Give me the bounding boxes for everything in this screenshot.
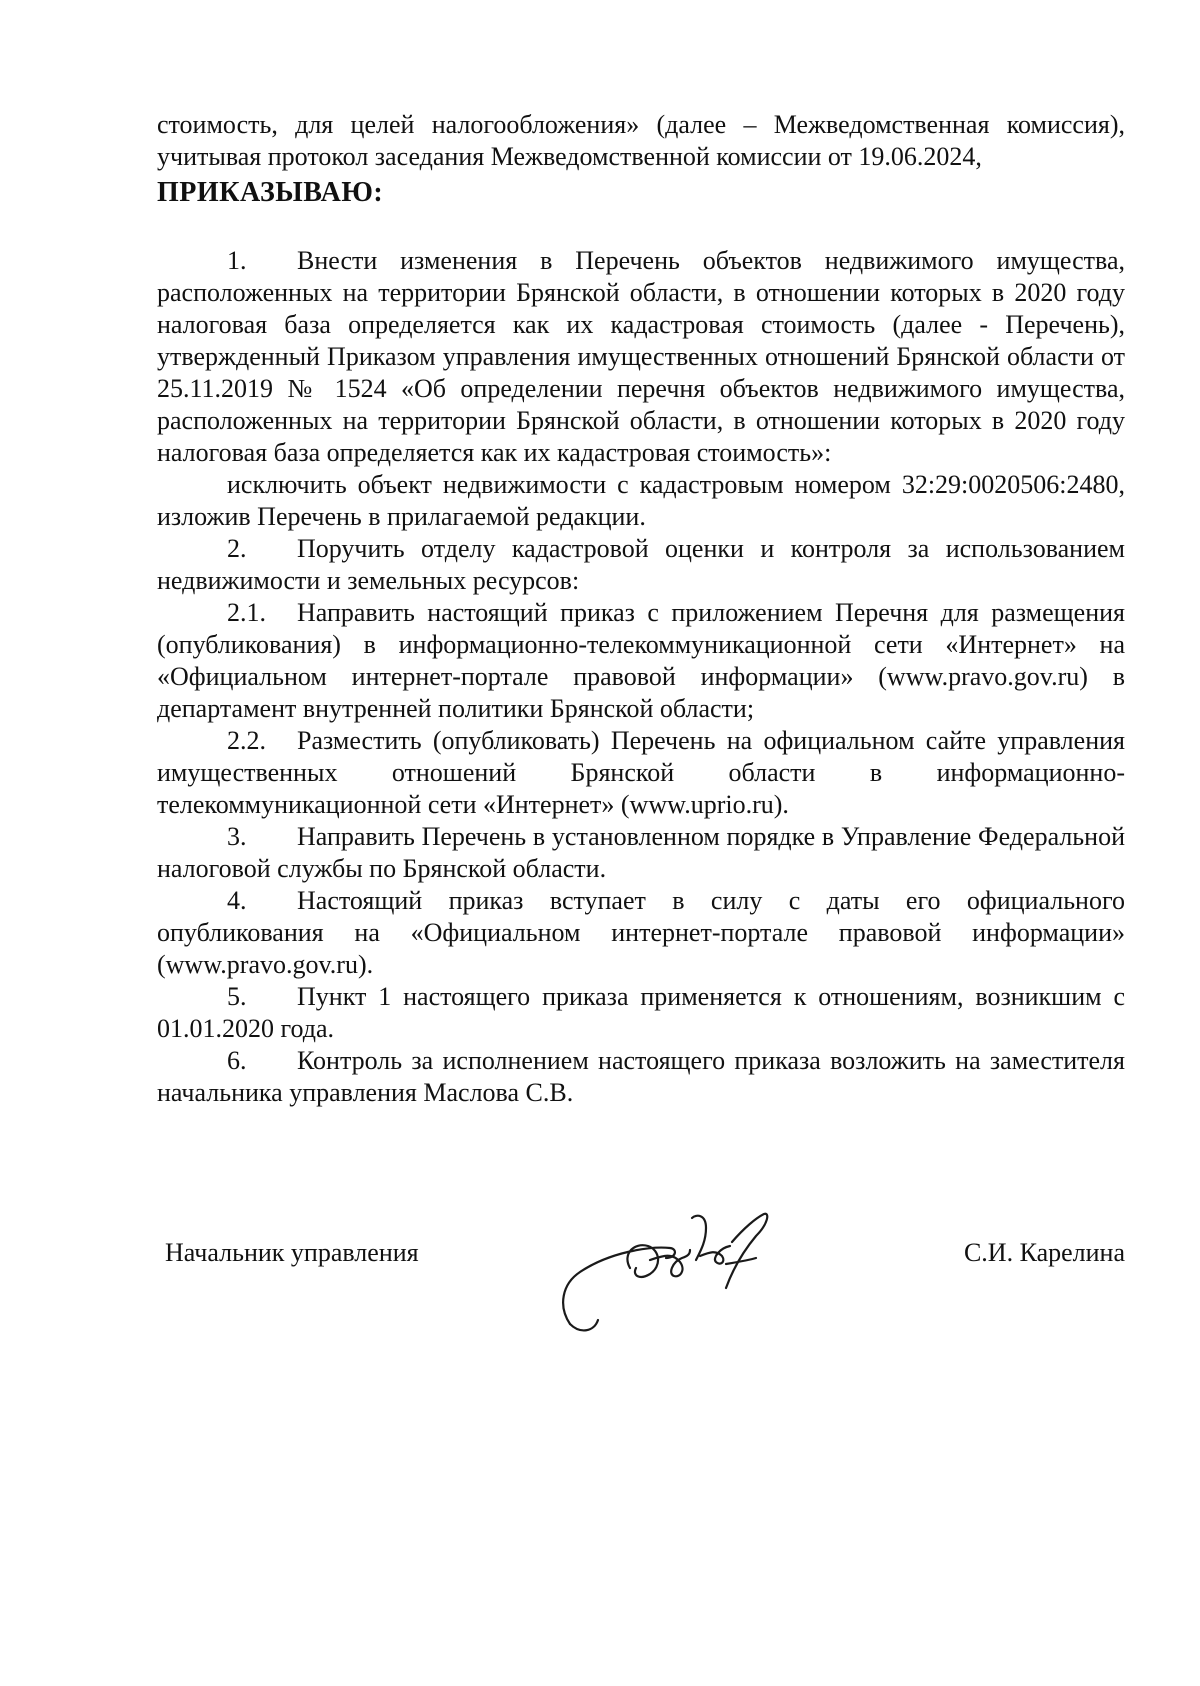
item-number: 5.	[227, 982, 247, 1011]
item-2	[157, 533, 1125, 597]
item-number: 3.	[227, 822, 247, 851]
item-number: 1.	[227, 246, 247, 275]
item-number: 4.	[227, 886, 247, 915]
item-text: Поручить отделу кадастровой оценки и контроля за использованием недвижимости и земельных ресурсов:	[157, 534, 1125, 595]
document-body	[157, 109, 1125, 1109]
item-text: Направить настоящий приказ с приложением Перечня для размещения (опубликования) в информационно-телекоммуникационной сети «Интернет» на «Официальном интернет-портале правовой информации» (www.pravo.gov.ru) в департамент внутренней политики Брянской области;	[157, 598, 1125, 723]
item-text: Разместить (опубликовать) Перечень на официальном сайте управления имущественных отношений Брянской области в информационно-телекоммуникационной сети «Интернет» (www.uprio.ru).	[157, 726, 1125, 819]
item-3	[157, 821, 1125, 885]
intro-paragraph: стоимость, для целей налогообложения» (далее – Межведомственная комиссия), учитывая протокол заседания Межведомственной комиссии от 19.06.2024,	[157, 110, 1125, 171]
item-2-2	[157, 725, 1125, 821]
item-text: Направить Перечень в установленном порядке в Управление Федеральной налоговой службы по Брянской области.	[157, 822, 1125, 883]
item-text: Контроль за исполнением настоящего приказа возложить на заместителя начальника управления Маслова С.В.	[157, 1046, 1125, 1107]
item-1	[157, 245, 1125, 469]
item-text: Настоящий приказ вступает в силу с даты его официального опубликования на «Официальном интернет-портале правовой информации» (www.pravo.gov.ru).	[157, 886, 1125, 979]
item-number: 2.2.	[227, 726, 266, 755]
item-number: 2.	[227, 534, 247, 563]
item-2-1	[157, 597, 1125, 725]
order-heading: ПРИКАЗЫВАЮ:	[157, 177, 384, 208]
item-text: Внести изменения в Перечень объектов недвижимого имущества, расположенных на территории Брянской области, в отношении которых в 2020 году налоговая база определяется как их кадастровая стоимость (далее - Перечень), утвержденный Приказом управления имущественных отношений Брянской области от 25.11.2019 № 1524 «Об определении перечня объектов недвижимого имущества, расположенных на территории Брянской области, в отношении которых в 2020 году налоговая база определяется как их кадастровая стоимость»:	[157, 246, 1125, 467]
item-text: Пункт 1 настоящего приказа применяется к отношениям, возникшим с 01.01.2020 года.	[157, 982, 1125, 1043]
item-5	[157, 981, 1125, 1045]
item-number: 2.1.	[227, 598, 266, 627]
signatory-name: С.И. Карелина	[963, 1238, 1125, 1267]
item-6	[157, 1045, 1125, 1109]
item-1-exclusion: исключить объект недвижимости с кадастровым номером 32:29:0020506:2480, изложив Перечень в прилагаемой редакции.	[157, 470, 1125, 531]
item-4	[157, 885, 1125, 981]
signatory-title: Начальник управления	[165, 1238, 419, 1267]
item-number: 6.	[227, 1046, 247, 1075]
handwritten-signature-icon	[550, 1196, 790, 1336]
